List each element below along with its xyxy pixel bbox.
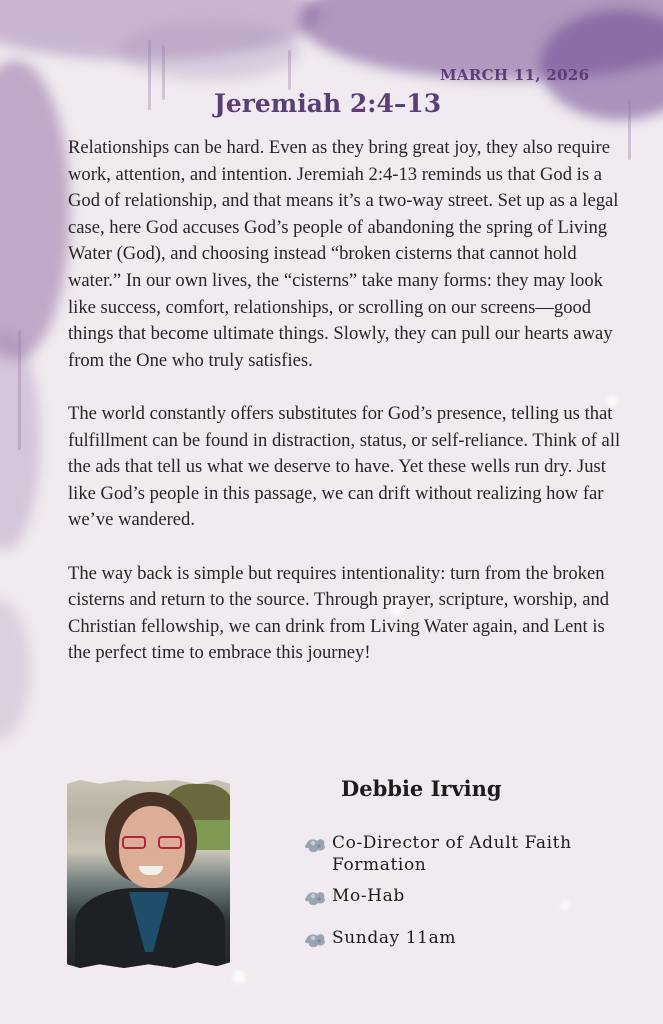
list-item — [302, 885, 632, 908]
body-paragraph: The world constantly offers substitutes for God’s presence, telling us that fulfillment can be found in distraction, status, or self-reliance. Think of all the ads that tell us what we deserve to have. Yet these wells run dry. Just like God’s people in this passage, we can drift without realizing how far we’ve wandered. — [68, 402, 621, 531]
devotional-body — [68, 135, 628, 693]
body-paragraph: The way back is simple but requires intentionality: turn from the broken cisterns and return to the source. Through prayer, scripture, worship, and Christian fellowship, we can drink from Living Water again, and Lent is the perfect time to embrace this journey! — [68, 562, 610, 664]
splash-icon — [302, 928, 328, 950]
splash-icon — [302, 886, 328, 908]
author-roles — [302, 832, 632, 950]
author-name: Debbie Irving — [341, 776, 502, 801]
list-item — [302, 832, 632, 876]
role-text: Mo-Hab — [332, 886, 405, 906]
role-text: Co-Director of Adult Faith Formation — [332, 833, 572, 875]
devotional-date: MARCH 11, 2026 — [440, 66, 590, 84]
author-photo — [67, 780, 230, 968]
body-paragraph: Relationships can be hard. Even as they bring great joy, they also require work, attention, and intention. Jeremiah 2:4-13 reminds us that God is a God of relationship, and that means it’s a two-way street. Set up as a legal case, here God accuses God’s people of abandoning the spring of Living Water (God), and choosing instead “broken cisterns that cannot hold water.” In our own lives, the “cisterns” take many forms: they may look like success, comfort, relationships, or scrolling on our screens—good things that become ultimate things. Slowly, they can pull our hearts away from the One who truly satisfies. — [68, 137, 619, 371]
scripture-title: Jeremiah 2:4–13 — [214, 89, 442, 118]
list-item — [302, 927, 632, 950]
role-text: Sunday 11am — [332, 928, 457, 948]
splash-icon — [302, 833, 328, 855]
